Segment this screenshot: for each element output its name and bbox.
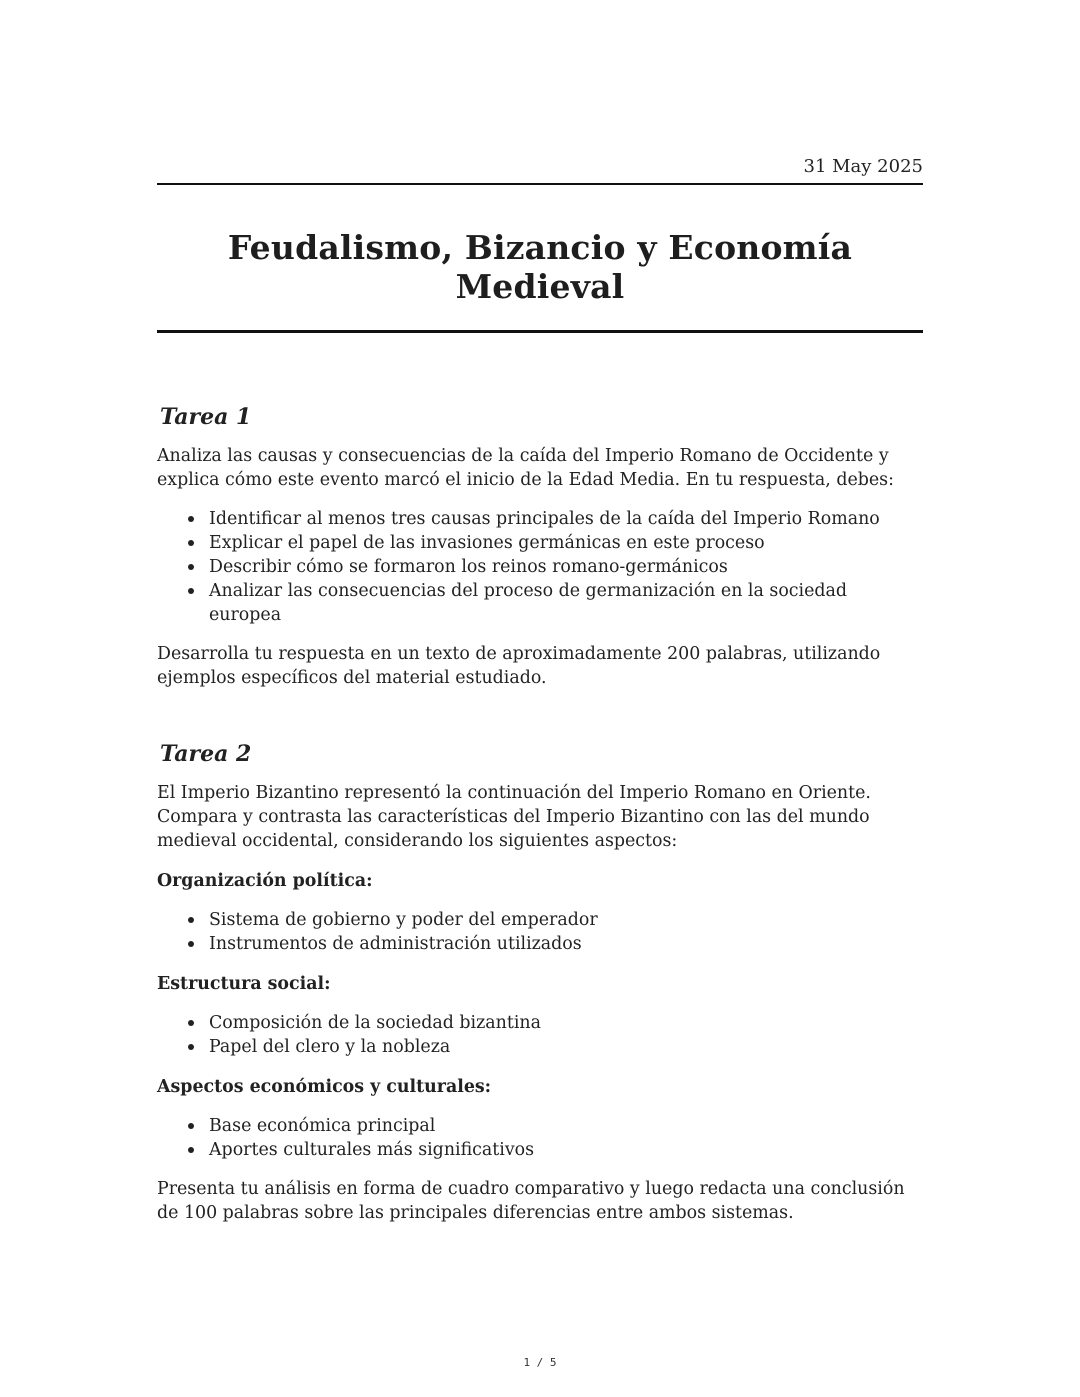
- task-2-closing: Presenta tu análisis en forma de cuadro comparativo y luego redacta una conclusión de 100 palabras sobre las principales diferencias entre ambos sistemas.: [157, 1179, 905, 1223]
- list-item: Base económica principal: [209, 1114, 923, 1138]
- task-2-heading: Tarea 2: [160, 741, 252, 767]
- list-item: Explicar el papel de las invasiones germánicas en este proceso: [209, 531, 923, 555]
- document-date: 31 May 2025: [803, 156, 923, 177]
- list-item: Instrumentos de administración utilizados: [209, 932, 923, 956]
- task-1-closing: Desarrolla tu respuesta en un texto de aproximadamente 200 palabras, utilizando ejemplos específicos del material estudiado.: [157, 644, 881, 688]
- list-item: Aportes culturales más significativos: [209, 1138, 923, 1162]
- economic-cultural-list: [157, 1114, 923, 1162]
- task-2-intro: El Imperio Bizantino representó la continuación del Imperio Romano en Oriente. Compara y contrasta las características del Imperio Bizantino con las del mundo medieval occidental, considerando los siguientes aspectos:: [157, 783, 871, 851]
- list-item: Analizar las consecuencias del proceso de germanización en la sociedad europea: [209, 579, 923, 627]
- political-organization-heading: Organización política:: [157, 871, 373, 891]
- political-organization-list: [157, 908, 923, 956]
- task-1-list: [157, 507, 923, 627]
- list-item: Sistema de gobierno y poder del emperador: [209, 908, 923, 932]
- header-divider: [157, 183, 923, 185]
- list-item: Identificar al menos tres causas principales de la caída del Imperio Romano: [209, 507, 923, 531]
- task-1-section: [157, 404, 923, 690]
- task-2-section: [157, 741, 923, 1225]
- task-1-intro: Analiza las causas y consecuencias de la caída del Imperio Romano de Occidente y explica cómo este evento marcó el inicio de la Edad Media. En tu respuesta, debes:: [157, 446, 894, 490]
- list-item: Composición de la sociedad bizantina: [209, 1011, 923, 1035]
- title-divider: [157, 330, 923, 333]
- economic-cultural-heading: Aspectos económicos y culturales:: [157, 1077, 492, 1097]
- document-title: Feudalismo, Bizancio y Economía Medieval: [227, 228, 853, 306]
- social-structure-list: [157, 1011, 923, 1059]
- list-item: Describir cómo se formaron los reinos romano-germánicos: [209, 555, 923, 579]
- page-number: 1 / 5: [523, 1356, 557, 1369]
- list-item: Papel del clero y la nobleza: [209, 1035, 923, 1059]
- task-1-heading: Tarea 1: [160, 404, 252, 430]
- social-structure-heading: Estructura social:: [157, 974, 331, 994]
